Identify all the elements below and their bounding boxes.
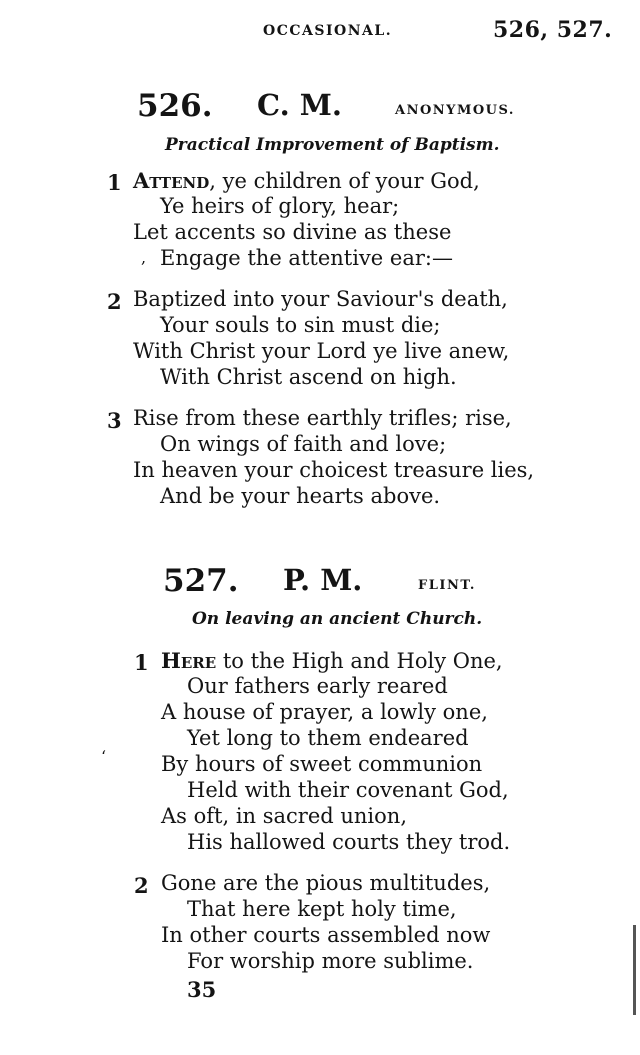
hymn-526-verse-2-line-4: With Christ ascend on high. [160,365,457,389]
hymn-527-verse-1-line-6: Held with their covenant God, [187,778,509,802]
hymn-527-verse-1-line-5: By hours of sweet communion [161,752,483,776]
hymn-527-verse-1-line-8: His hallowed courts they trod. [187,830,511,854]
hymn-527-verse-1-line-4: Yet long to them endeared [187,726,469,750]
hymn-526-verse-3-line-4: And be your hearts above. [160,484,441,508]
first-line-rest: , ye children of your God, [209,169,480,193]
hymn-527-author: FLINT. [418,578,476,593]
hymn-527-verse-1-line-3: A house of prayer, a lowly one, [161,700,488,724]
page-edge-mark [633,925,636,1015]
hymn-526-verse-1-line-3: Let accents so divine as these [133,220,452,244]
hymn-526-author: ANONYMOUS. [395,103,515,118]
hymn-526-verse-2-line-2: Your souls to sin must die; [160,313,441,337]
hymn-526-verse-2-number: 2 [107,289,122,314]
hymn-527-verse-2-line-3: In other courts assembled now [161,923,491,947]
hymn-526-verse-3-line-3: In heaven your choicest treasure lies, [133,458,535,482]
hymn-526-subtitle: Practical Improvement of Baptism. [165,135,500,155]
hymn-527-number: 527. [163,563,239,599]
hymn-527-verse-1-number: 1 [134,650,149,675]
hymn-526-verse-3-line-1: Rise from these earthly trifles; rise, [133,406,512,430]
hymn-526-verse-1-line-4: Engage the attentive ear:— [160,246,453,270]
hymn-526-verse-3-number: 3 [107,408,122,433]
hymn-527-verse-2-number: 2 [134,873,149,898]
hymn-527-subtitle: On leaving an ancient Church. [192,609,483,629]
hymn-527-verse-2-line-2: That here kept holy time, [187,897,457,921]
hymn-527-verse-1-line-1 [161,650,503,672]
hymn-526-verse-2-line-3: With Christ your Lord ye live anew, [133,339,510,363]
running-title: OCCASIONAL. [263,23,393,39]
first-line-rest: to the High and Holy One, [216,649,503,673]
hymn-526-meter: C. M. [257,88,342,122]
hymn-527-verse-1-line-7: As oft, in sacred union, [161,804,407,828]
hymn-526-number: 526. [137,88,213,124]
page-numbers: 526, 527. [493,17,613,43]
hymn-526-verse-1-number: 1 [107,170,122,195]
hymn-526-verse-1-line-1 [133,170,480,192]
hymn-527-verse-2-line-4: For worship more sublime. [187,949,474,973]
stray-mark: ʻ [101,747,107,766]
hymn-526-verse-1-line-2: Ye heirs of glory, hear; [160,194,400,218]
hymn-527-verse-2-line-1: Gone are the pious multitudes, [161,871,491,895]
hymn-526-verse-2-line-1: Baptized into your Saviour's death, [133,287,508,311]
hymn-527-meter: P. M. [283,563,363,597]
stray-mark: , [141,248,147,267]
first-word: Here [161,648,217,673]
signature-mark: 35 [187,977,217,1002]
first-word: Attend [133,168,210,193]
hymn-527-verse-1-line-2: Our fathers early reared [187,674,448,698]
hymn-526-verse-3-line-2: On wings of faith and love; [160,432,447,456]
